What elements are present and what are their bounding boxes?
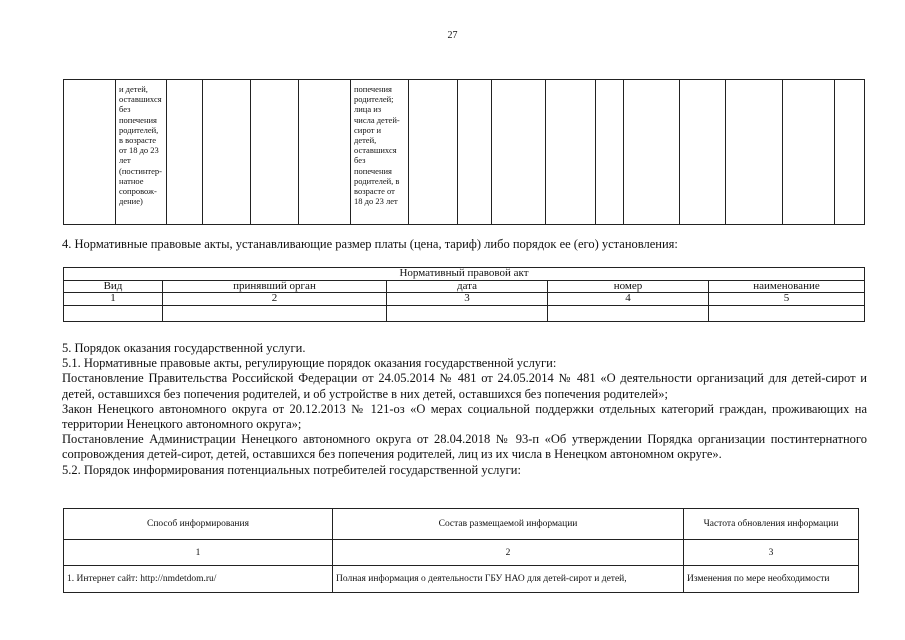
- table-cell: [709, 305, 865, 321]
- cell-line: (постинтер-: [119, 165, 162, 176]
- table-row: [64, 80, 865, 225]
- cell-line: в возрасте: [119, 135, 156, 146]
- cell-line: родителей, в: [354, 175, 400, 186]
- column-header: номер: [548, 280, 709, 293]
- table-cell: [64, 80, 116, 225]
- table-row: [64, 540, 859, 566]
- column-header: наименование: [709, 280, 865, 293]
- act-government-decree: Постановление Правительства Российской Федерации от 24.05.2014 № 481 от 24.05.2014 № 481 «О деятельности организаций для детей-сирот и детей, оставшихся без попечения родителей, и об устройстве в них детей, оставшихся без попечения родителей»;: [62, 371, 867, 401]
- column-number: 2: [163, 293, 387, 306]
- cell-line: детей,: [354, 135, 377, 146]
- table-cell: [458, 80, 492, 225]
- section-5-1-title: 5.1. Нормативные правовые акты, регулирующие порядок оказания государственной услуги:: [62, 356, 557, 371]
- column-header: Вид: [64, 280, 163, 293]
- column-header: Частота обновления информации: [684, 509, 859, 540]
- column-header: Способ информирования: [64, 509, 333, 540]
- column-number: 1: [64, 293, 163, 306]
- table-cell: [492, 80, 546, 225]
- column-header: Состав размещаемой информации: [333, 509, 684, 540]
- cell-line: родителей;: [354, 94, 394, 105]
- table-cell: 1. Интернет сайт: http://nmdetdom.ru/: [64, 566, 333, 593]
- table-cell: Полная информация о деятельности ГБУ НАО для детей-сирот и детей,: [333, 566, 684, 593]
- column-number: 3: [684, 540, 859, 566]
- column-header: принявший орган: [163, 280, 387, 293]
- column-number: 2: [333, 540, 684, 566]
- table-cell: [299, 80, 351, 225]
- cell-line: попечения: [119, 114, 157, 125]
- table-cell: [203, 80, 251, 225]
- cell-line: возрасте от: [354, 186, 395, 197]
- cell-line: родителей,: [119, 124, 159, 135]
- table-cell: [387, 305, 548, 321]
- informing-table: [63, 508, 859, 593]
- cell-line: оставшихся: [354, 145, 397, 156]
- table-cell: [548, 305, 709, 321]
- table-row-empty: [64, 305, 865, 321]
- continuation-table: [63, 79, 865, 225]
- normative-acts-table: [63, 267, 865, 322]
- section-5: [62, 341, 867, 478]
- cell-line: попечения: [354, 84, 392, 94]
- column-number: 5: [709, 293, 865, 306]
- table-cell: [167, 80, 203, 225]
- column-number: 1: [64, 540, 333, 566]
- table-cell-consumers: [351, 80, 409, 225]
- table-cell: [251, 80, 299, 225]
- cell-line: и детей,: [119, 84, 148, 94]
- cell-line: 18 до 23 лет: [354, 196, 398, 207]
- table-row: [64, 293, 865, 306]
- table-cell: [680, 80, 726, 225]
- cell-line: попечения: [354, 165, 392, 176]
- table-cell: [163, 305, 387, 321]
- column-header: дата: [387, 280, 548, 293]
- column-number: 4: [548, 293, 709, 306]
- cell-line: сопровож-: [119, 186, 157, 197]
- section-4-heading: 4. Нормативные правовые акты, устанавливающие размер платы (цена, тариф) либо порядок ее (его) установления:: [62, 237, 678, 251]
- cell-line: сирот и: [354, 124, 382, 135]
- table-cell: [624, 80, 680, 225]
- table-cell: [546, 80, 596, 225]
- table-cell: Изменения по мере необходимости: [684, 566, 859, 593]
- cell-line: без: [354, 155, 366, 166]
- column-number: 3: [387, 293, 548, 306]
- cell-line: без: [119, 104, 131, 115]
- section-5-title: 5. Порядок оказания государственной услуги.: [62, 341, 306, 355]
- act-nao-law: Закон Ненецкого автономного округа от 20.12.2013 № 121-оз «О мерах социальной поддержки отдельных категорий граждан, проживающих на территории Ненецкого автономного округа»;: [62, 401, 867, 432]
- table-cell: [409, 80, 458, 225]
- cell-line: натное: [119, 175, 144, 186]
- cell-line: лет: [119, 155, 131, 166]
- act-administration-decree: Постановление Администрации Ненецкого автономного округа от 28.04.2018 № 93-п «Об утверждении Порядка организации постинтернатного сопровождения детей-сирот, детей, оставшихся без попечения родителей, лиц из их числа в Ненецком автономном округе».: [62, 432, 867, 462]
- table-title: Нормативный правовой акт: [64, 268, 865, 281]
- cell-line: дение): [119, 196, 143, 207]
- cell-line: оставшихся: [119, 94, 162, 105]
- table-header-row: [64, 280, 865, 293]
- cell-line: от 18 до 23: [119, 145, 159, 156]
- table-cell: [64, 305, 163, 321]
- cell-line: лица из: [354, 104, 382, 115]
- table-cell: [596, 80, 624, 225]
- table-cell: [726, 80, 783, 225]
- section-5-2-title: 5.2. Порядок информирования потенциальных потребителей государственной услуги:: [62, 462, 521, 477]
- table-row: [64, 566, 859, 593]
- cell-line: числа детей-: [354, 114, 400, 125]
- table-cell: [835, 80, 865, 225]
- table-cell-category: [116, 80, 167, 225]
- page-number: 27: [447, 30, 458, 41]
- table-cell: [783, 80, 835, 225]
- table-row: [64, 268, 865, 281]
- table-header-row: [64, 509, 859, 540]
